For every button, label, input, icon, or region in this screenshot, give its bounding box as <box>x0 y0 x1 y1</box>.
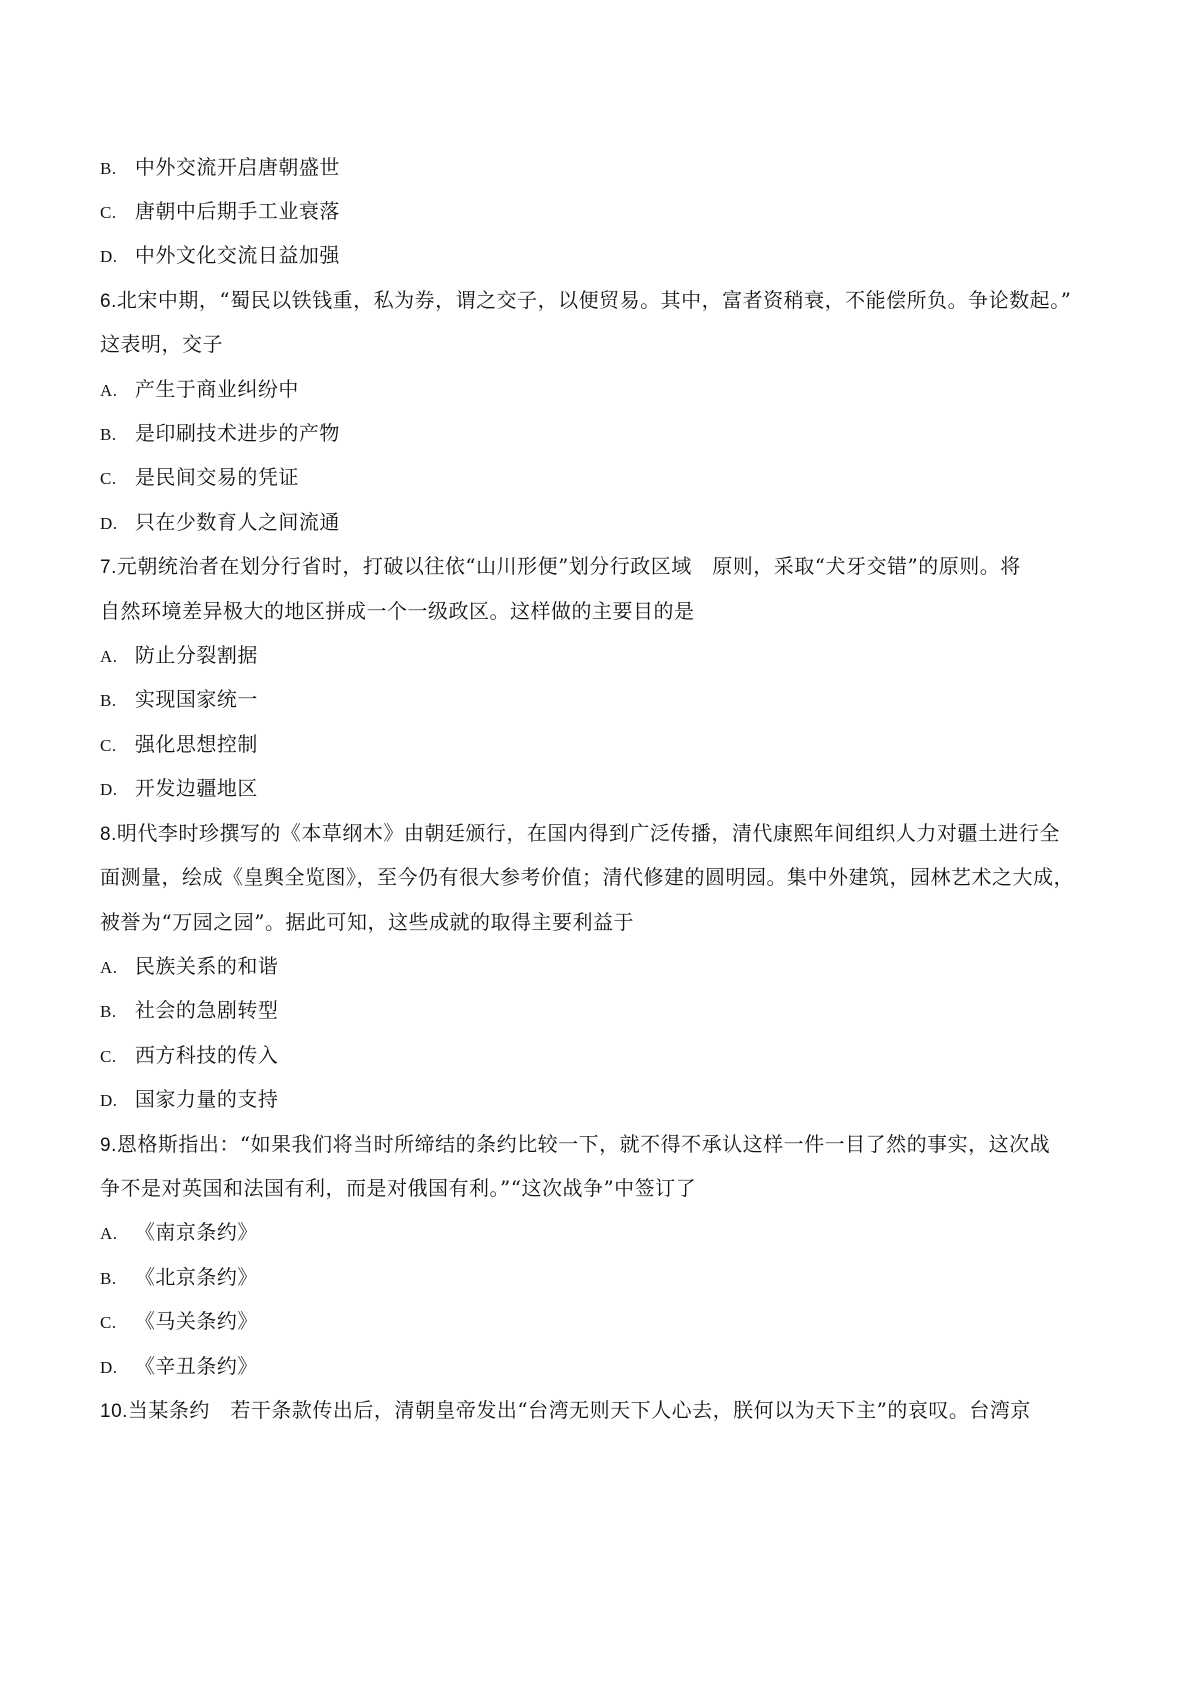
q7-option-c <box>100 731 258 759</box>
option-text: 只在少数育人之间流通 <box>134 510 340 534</box>
option-letter: A. <box>100 647 118 666</box>
q9-option-a <box>100 1219 258 1247</box>
option-text: 《南京条约》 <box>134 1220 258 1244</box>
option-letter: D. <box>100 247 118 266</box>
option-text: 《马关条约》 <box>134 1309 258 1333</box>
q10-stem-line-1 <box>100 1397 1031 1425</box>
option-letter: D. <box>100 514 118 533</box>
q5-option-d <box>100 242 340 270</box>
option-letter: D. <box>100 780 118 799</box>
question-number: 6. <box>100 291 117 312</box>
question-stem-text: 元朝统治者在划分行省时，打破以往依“山川形便”划分行政区域 原则，采取“犬牙交错”的原则。将 <box>116 554 1021 578</box>
option-text: 实现国家统一 <box>134 687 258 711</box>
option-text: 西方科技的传入 <box>134 1043 279 1067</box>
question-stem-text: 自然环境差异极大的地区拼成一个一级政区。这样做的主要目的是 <box>100 599 695 623</box>
q9-option-d <box>100 1353 258 1381</box>
q5-option-b <box>100 154 340 182</box>
option-letter: B. <box>100 425 117 444</box>
option-text: 中外文化交流日益加强 <box>134 243 340 267</box>
q8-option-b <box>100 997 278 1025</box>
q7-option-a <box>100 642 258 670</box>
option-text: 是民间交易的凭证 <box>134 465 299 489</box>
option-text: 中外交流开启唐朝盛世 <box>134 155 340 179</box>
option-text: 强化思想控制 <box>134 732 258 756</box>
option-text: 防止分裂割据 <box>134 643 258 667</box>
question-number: 8. <box>100 824 117 845</box>
q8-option-a <box>100 953 278 981</box>
question-stem-text: 北宋中期，“蜀民以铁钱重，私为券，谓之交子，以便贸易。其中，富者资稍衰，不能偿所负。争论数起。” <box>116 288 1072 312</box>
option-text: 社会的急剧转型 <box>134 998 279 1022</box>
q8-option-d <box>100 1086 278 1114</box>
option-letter: A. <box>100 1224 118 1243</box>
option-letter: B. <box>100 691 117 710</box>
option-letter: C. <box>100 469 117 488</box>
q9-stem-line-2 <box>100 1175 696 1201</box>
q6-stem-line-1 <box>100 287 1071 315</box>
question-number: 10. <box>100 1401 128 1422</box>
option-text: 《北京条约》 <box>134 1265 258 1289</box>
question-stem-text: 当某条约 若干条款传出后，清朝皇帝发出“台湾无则天下人心去，朕何以为天下主”的哀叹。台湾京 <box>127 1398 1031 1422</box>
option-text: 开发边疆地区 <box>134 776 258 800</box>
option-text: 国家力量的支持 <box>134 1087 279 1111</box>
option-letter: A. <box>100 958 118 977</box>
option-letter: C. <box>100 1313 117 1332</box>
option-letter: C. <box>100 736 117 755</box>
option-letter: C. <box>100 1047 117 1066</box>
option-text: 《辛丑条约》 <box>134 1354 258 1378</box>
q6-option-d <box>100 509 340 537</box>
q9-option-c <box>100 1308 258 1336</box>
q6-option-c <box>100 464 299 492</box>
q9-stem-line-1 <box>100 1131 1050 1159</box>
question-number: 7. <box>100 557 117 578</box>
option-letter: B. <box>100 159 117 178</box>
option-text: 产生于商业纠纷中 <box>134 377 299 401</box>
question-stem-text: 被誉为“万园之园”。据此可知，这些成就的取得主要利益于 <box>100 910 634 934</box>
q7-stem-line-2 <box>100 598 695 624</box>
q8-stem-line-1 <box>100 820 1060 848</box>
option-text: 是印刷技术进步的产物 <box>134 421 340 445</box>
question-number: 9. <box>100 1135 117 1156</box>
q5-option-c <box>100 198 340 226</box>
question-stem-text: 争不是对英国和法国有利，而是对俄国有利。”“这次战争”中签订了 <box>100 1176 697 1200</box>
question-stem-text: 面测量，绘成《皇舆全览图》，至今仍有很大参考价值；清代修建的圆明园。集中外建筑，园林艺术之大成， <box>100 865 1074 889</box>
q6-option-a <box>100 376 299 404</box>
option-letter: B. <box>100 1002 117 1021</box>
question-stem-text: 这表明，交子 <box>100 332 223 356</box>
question-stem-text: 明代李时珍撰写的《本草纲木》由朝廷颁行，在国内得到广泛传播，清代康熙年间组织人力对疆土进行全 <box>116 821 1060 845</box>
q7-option-d <box>100 775 258 803</box>
option-text: 民族关系的和谐 <box>134 954 279 978</box>
q6-option-b <box>100 420 340 448</box>
q7-stem-line-1 <box>100 553 1021 581</box>
option-letter: B. <box>100 1269 117 1288</box>
q8-stem-line-2 <box>100 864 1074 890</box>
option-letter: A. <box>100 381 118 400</box>
option-text: 唐朝中后期手工业衰落 <box>134 199 340 223</box>
q7-option-b <box>100 686 258 714</box>
q6-stem-line-2 <box>100 331 223 357</box>
option-letter: D. <box>100 1091 118 1110</box>
q9-option-b <box>100 1264 258 1292</box>
question-stem-text: 恩格斯指出：“如果我们将当时所缔结的条约比较一下，就不得不承认这样一件一目了然的事实，这次战 <box>116 1132 1051 1156</box>
q8-stem-line-3 <box>100 909 634 935</box>
option-letter: C. <box>100 203 117 222</box>
q8-option-c <box>100 1042 278 1070</box>
option-letter: D. <box>100 1358 118 1377</box>
